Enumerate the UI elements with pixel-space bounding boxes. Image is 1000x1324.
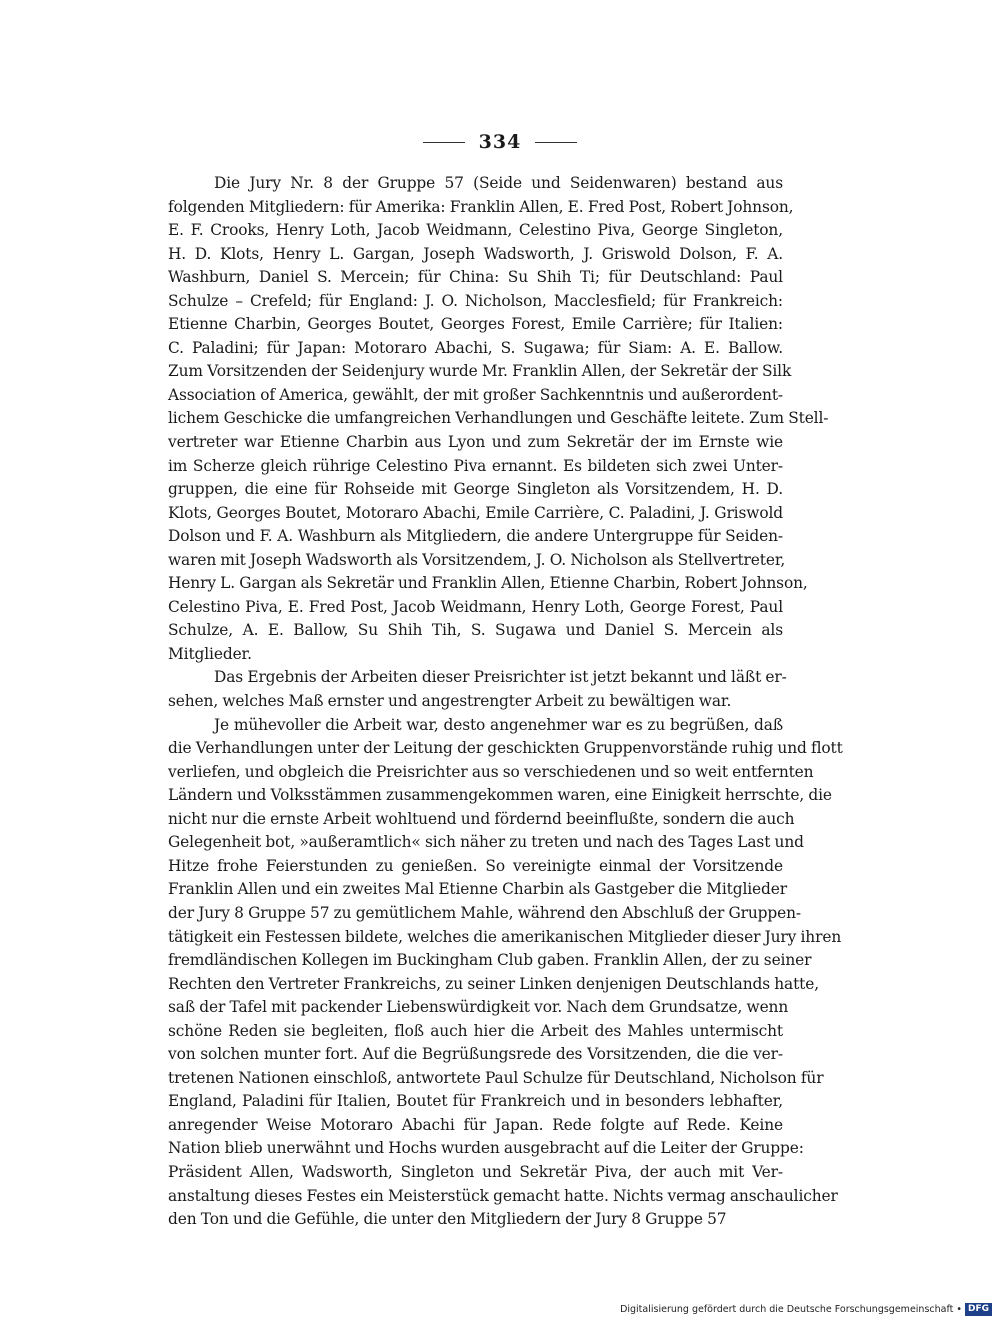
text-line: Celestino Piva, E. Fred Post, Jacob Weidmann, Henry Loth, George Forest, Paul (168, 597, 783, 616)
text-line: lichem Geschicke die umfangreichen Verhandlungen und Geschäfte leitete. Zum Stell- (168, 409, 829, 428)
text-line: Das Ergebnis der Arbeiten dieser Preisrichter ist jetzt bekannt und läßt er- (214, 668, 787, 687)
text-line: Hitze frohe Feierstunden zu genießen. So vereinigte einmal der Vorsitzende (168, 856, 783, 875)
text-line: C. Paladini; für Japan: Motoraro Abachi, S. Sugawa; für Siam: A. E. Ballow. (168, 338, 783, 357)
header-rule-left (423, 142, 465, 143)
dfg-logo: DFG (965, 1303, 992, 1316)
text-line: tretenen Nationen einschloß, antwortete Paul Schulze für Deutschland, Nicholson für (168, 1068, 824, 1087)
text-line: Henry L. Gargan als Sekretär und Franklin Allen, Etienne Charbin, Robert Johnson, (168, 574, 808, 593)
header-rule-right (535, 142, 577, 143)
text-line: gruppen, die eine für Rohseide mit George Singleton als Vorsitzendem, H. D. (168, 480, 783, 499)
text-line: vertreter war Etienne Charbin aus Lyon und zum Sekretär der im Ernste wie (168, 433, 783, 452)
text-line: Dolson und F. A. Washburn als Mitgliedern, die andere Untergruppe für Seiden- (168, 527, 783, 546)
text-line: verliefen, und obgleich die Preisrichter aus so verschiedenen und so weit entfernten (168, 762, 814, 781)
text-line: den Ton und die Gefühle, die unter den Mitgliedern der Jury 8 Gruppe 57 (168, 1210, 727, 1229)
text-line: Klots, Georges Boutet, Motoraro Abachi, Emile Carrière, C. Paladini, J. Griswold (168, 503, 783, 522)
text-line: Zum Vorsitzenden der Seidenjury wurde Mr. Franklin Allen, der Sekretär der Silk (168, 362, 792, 381)
paragraph (168, 666, 787, 713)
text-line: nicht nur die ernste Arbeit wohltuend und fördernd beeinflußte, sondern die auch (168, 809, 795, 828)
text-line: England, Paladini für Italien, Boutet für Frankreich und in besonders lebhafter, (168, 1092, 783, 1111)
text-line: Mitglieder. (168, 644, 252, 663)
text-line: der Jury 8 Gruppe 57 zu gemütlichem Mahle, während den Abschluß der Gruppen- (168, 903, 801, 922)
text-line: Franklin Allen und ein zweites Mal Etienne Charbin als Gastgeber die Mitglieder (168, 880, 787, 899)
paragraph (168, 172, 829, 666)
text-line: E. F. Crooks, Henry Loth, Jacob Weidmann, Celestino Piva, George Singleton, (168, 221, 783, 240)
text-line: Etienne Charbin, Georges Boutet, Georges Forest, Emile Carrière; für Italien: (168, 315, 783, 334)
text-line: Washburn, Daniel S. Mercein; für China: Su Shih Ti; für Deutschland: Paul (168, 268, 783, 287)
text-line: Rechten den Vertreter Frankreichs, zu seiner Linken denjenigen Deutschlands hatte, (168, 974, 820, 993)
text-line: tätigkeit ein Festessen bildete, welches die amerikanischen Mitglieder dieser Jury ihren (168, 927, 842, 946)
page-header (0, 131, 1000, 153)
text-line: folgenden Mitgliedern: für Amerika: Franklin Allen, E. Fred Post, Robert Johnson, (168, 197, 794, 216)
paragraph (168, 714, 843, 1232)
text-line: von solchen munter fort. Auf die Begrüßungsrede des Vorsitzenden, die die ver- (168, 1045, 783, 1064)
text-line: Association of America, gewählt, der mit großer Sachkenntnis und außerordent- (168, 385, 783, 404)
text-line: Präsident Allen, Wadsworth, Singleton und Sekretär Piva, der auch mit Ver- (168, 1162, 783, 1181)
text-line: Gelegenheit bot, »außeramtlich« sich näher zu treten und nach des Tages Last und (168, 833, 804, 852)
text-line: waren mit Joseph Wadsworth als Vorsitzendem, J. O. Nicholson als Stellvertreter, (168, 550, 786, 569)
text-line: sehen, welches Maß ernster und angestrengter Arbeit zu bewältigen war. (168, 692, 732, 711)
text-line: anstaltung dieses Festes ein Meisterstück gemacht hatte. Nichts vermag anschaulicher (168, 1186, 838, 1205)
text-line: Nation blieb unerwähnt und Hochs wurden ausgebracht auf die Leiter der Gruppe: (168, 1139, 804, 1158)
text-line: Die Jury Nr. 8 der Gruppe 57 (Seide und Seidenwaren) bestand aus (214, 174, 783, 192)
text-line: Schulze, A. E. Ballow, Su Shih Tih, S. Sugawa und Daniel S. Mercein als (168, 621, 783, 640)
text-line: schöne Reden sie begleiten, floß auch hier die Arbeit des Mahles untermischt (168, 1021, 783, 1040)
text-line: anregender Weise Motoraro Abachi für Japan. Rede folgte auf Rede. Keine (168, 1115, 783, 1134)
text-line: Je mühevoller die Arbeit war, desto angenehmer war es zu begrüßen, daß (214, 715, 783, 734)
text-line: Ländern und Volksstämmen zusammengekommen waren, eine Einigkeit herrschte, die (168, 786, 832, 805)
credit-text: Digitalisierung gefördert durch die Deutsche Forschungsgemeinschaft (620, 1304, 954, 1315)
text-line: saß der Tafel mit packender Liebenswürdigkeit vor. Nach dem Grundsatze, wenn (168, 998, 789, 1017)
text-line: H. D. Klots, Henry L. Gargan, Joseph Wadsworth, J. Griswold Dolson, F. A. (168, 244, 783, 263)
text-line: fremdländischen Kollegen im Buckingham Club gaben. Franklin Allen, der zu seiner (168, 951, 812, 970)
digitization-credit (620, 1303, 992, 1316)
text-line: Schulze – Crefeld; für England: J. O. Nicholson, Macclesfield; für Frankreich: (168, 291, 783, 310)
page-number: 334 (478, 131, 522, 153)
text-line: die Verhandlungen unter der Leitung der geschickten Gruppenvorstände ruhig und flott (168, 739, 843, 758)
text-line: im Scherze gleich rührige Celestino Piva ernannt. Es bildeten sich zwei Unter- (168, 456, 783, 475)
body-text (168, 172, 843, 1232)
separator-dot: • (956, 1304, 962, 1315)
